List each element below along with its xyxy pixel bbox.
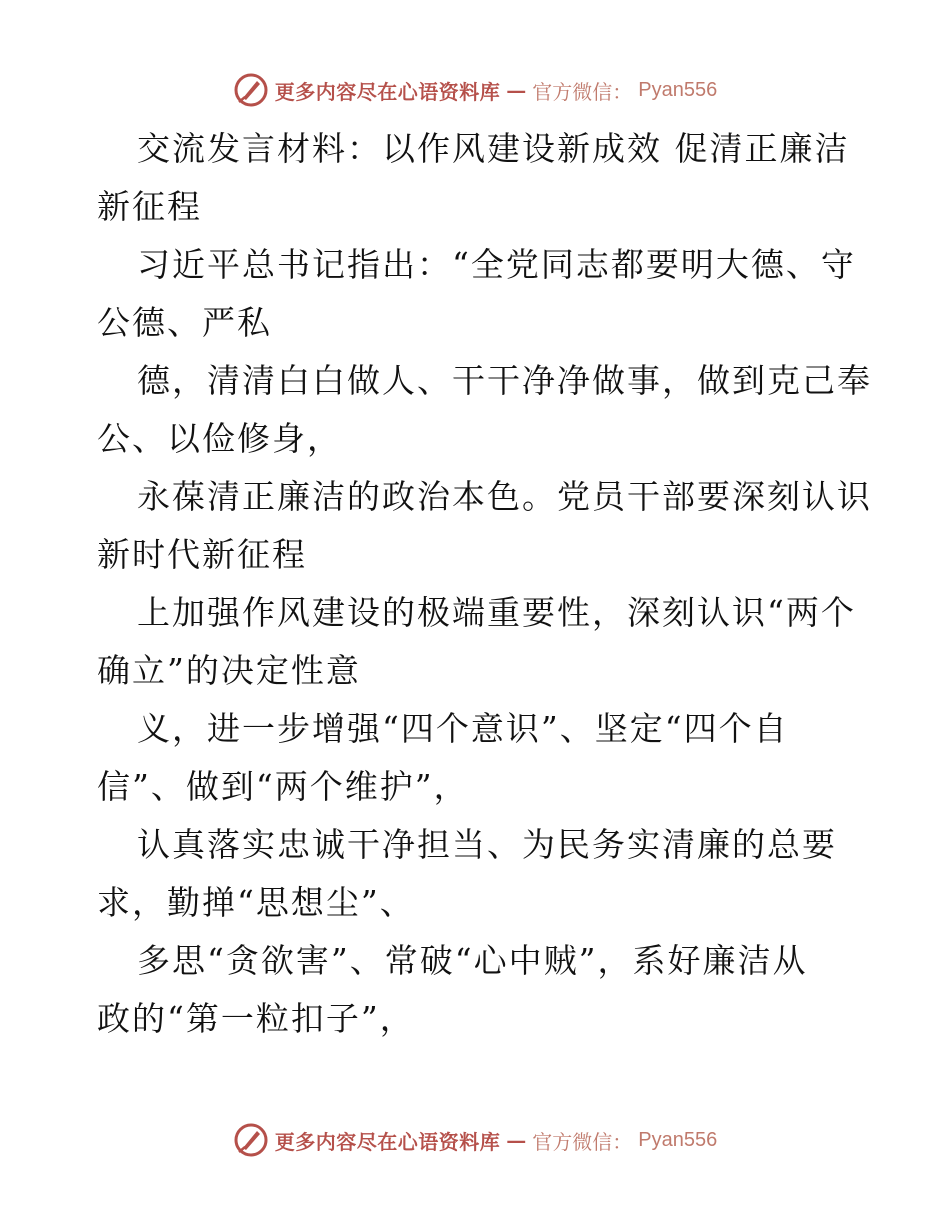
text-line: 公德、严私 xyxy=(97,303,272,342)
footer-banner xyxy=(0,1120,950,1160)
banner-separator: — xyxy=(506,78,527,102)
text-line: 认真落实忠诚干净担当、为民务实清廉的总要 xyxy=(137,825,837,864)
text-line: 义，进一步增强“四个意识”、坚定“四个自 xyxy=(137,709,789,748)
text-line: 德，清清白白做人、干干净净做事，做到克己奉 xyxy=(137,361,872,400)
text-line: 新时代新征程 xyxy=(97,535,307,574)
banner-wechat-id: Pyan556 xyxy=(638,78,718,101)
quill-logo-icon xyxy=(233,1122,269,1158)
banner-title: 更多内容尽在心语资料库 xyxy=(274,1129,501,1154)
text-line: 求，勤掸“思想尘”、 xyxy=(97,883,415,922)
quill-logo-icon xyxy=(233,72,269,108)
text-line: 交流发言材料：以作风建设新成效 促清正廉洁 xyxy=(137,129,850,168)
banner-title: 更多内容尽在心语资料库 xyxy=(274,79,501,104)
banner-wechat-id: Pyan556 xyxy=(638,1128,718,1151)
text-line: 确立”的决定性意 xyxy=(97,651,361,690)
banner-separator: — xyxy=(506,1128,527,1152)
banner-wechat-label: 官方微信： xyxy=(532,1129,633,1154)
text-line: 公、以俭修身， xyxy=(97,419,342,458)
header-banner xyxy=(0,70,950,110)
text-line: 政的“第一粒扣子”， xyxy=(97,999,415,1038)
text-line: 信”、做到“两个维护”， xyxy=(97,767,469,806)
text-line: 新征程 xyxy=(97,187,202,226)
text-line: 上加强作风建设的极端重要性，深刻认识“两个 xyxy=(137,593,856,632)
text-line: 习近平总书记指出：“全党同志都要明大德、守 xyxy=(137,245,856,284)
document-body xyxy=(97,120,872,1048)
text-line: 永葆清正廉洁的政治本色。党员干部要深刻认识 xyxy=(137,477,872,516)
text-line: 多思“贪欲害”、常破“心中贼”，系好廉洁从 xyxy=(137,941,808,980)
banner-wechat-label: 官方微信： xyxy=(532,79,633,104)
